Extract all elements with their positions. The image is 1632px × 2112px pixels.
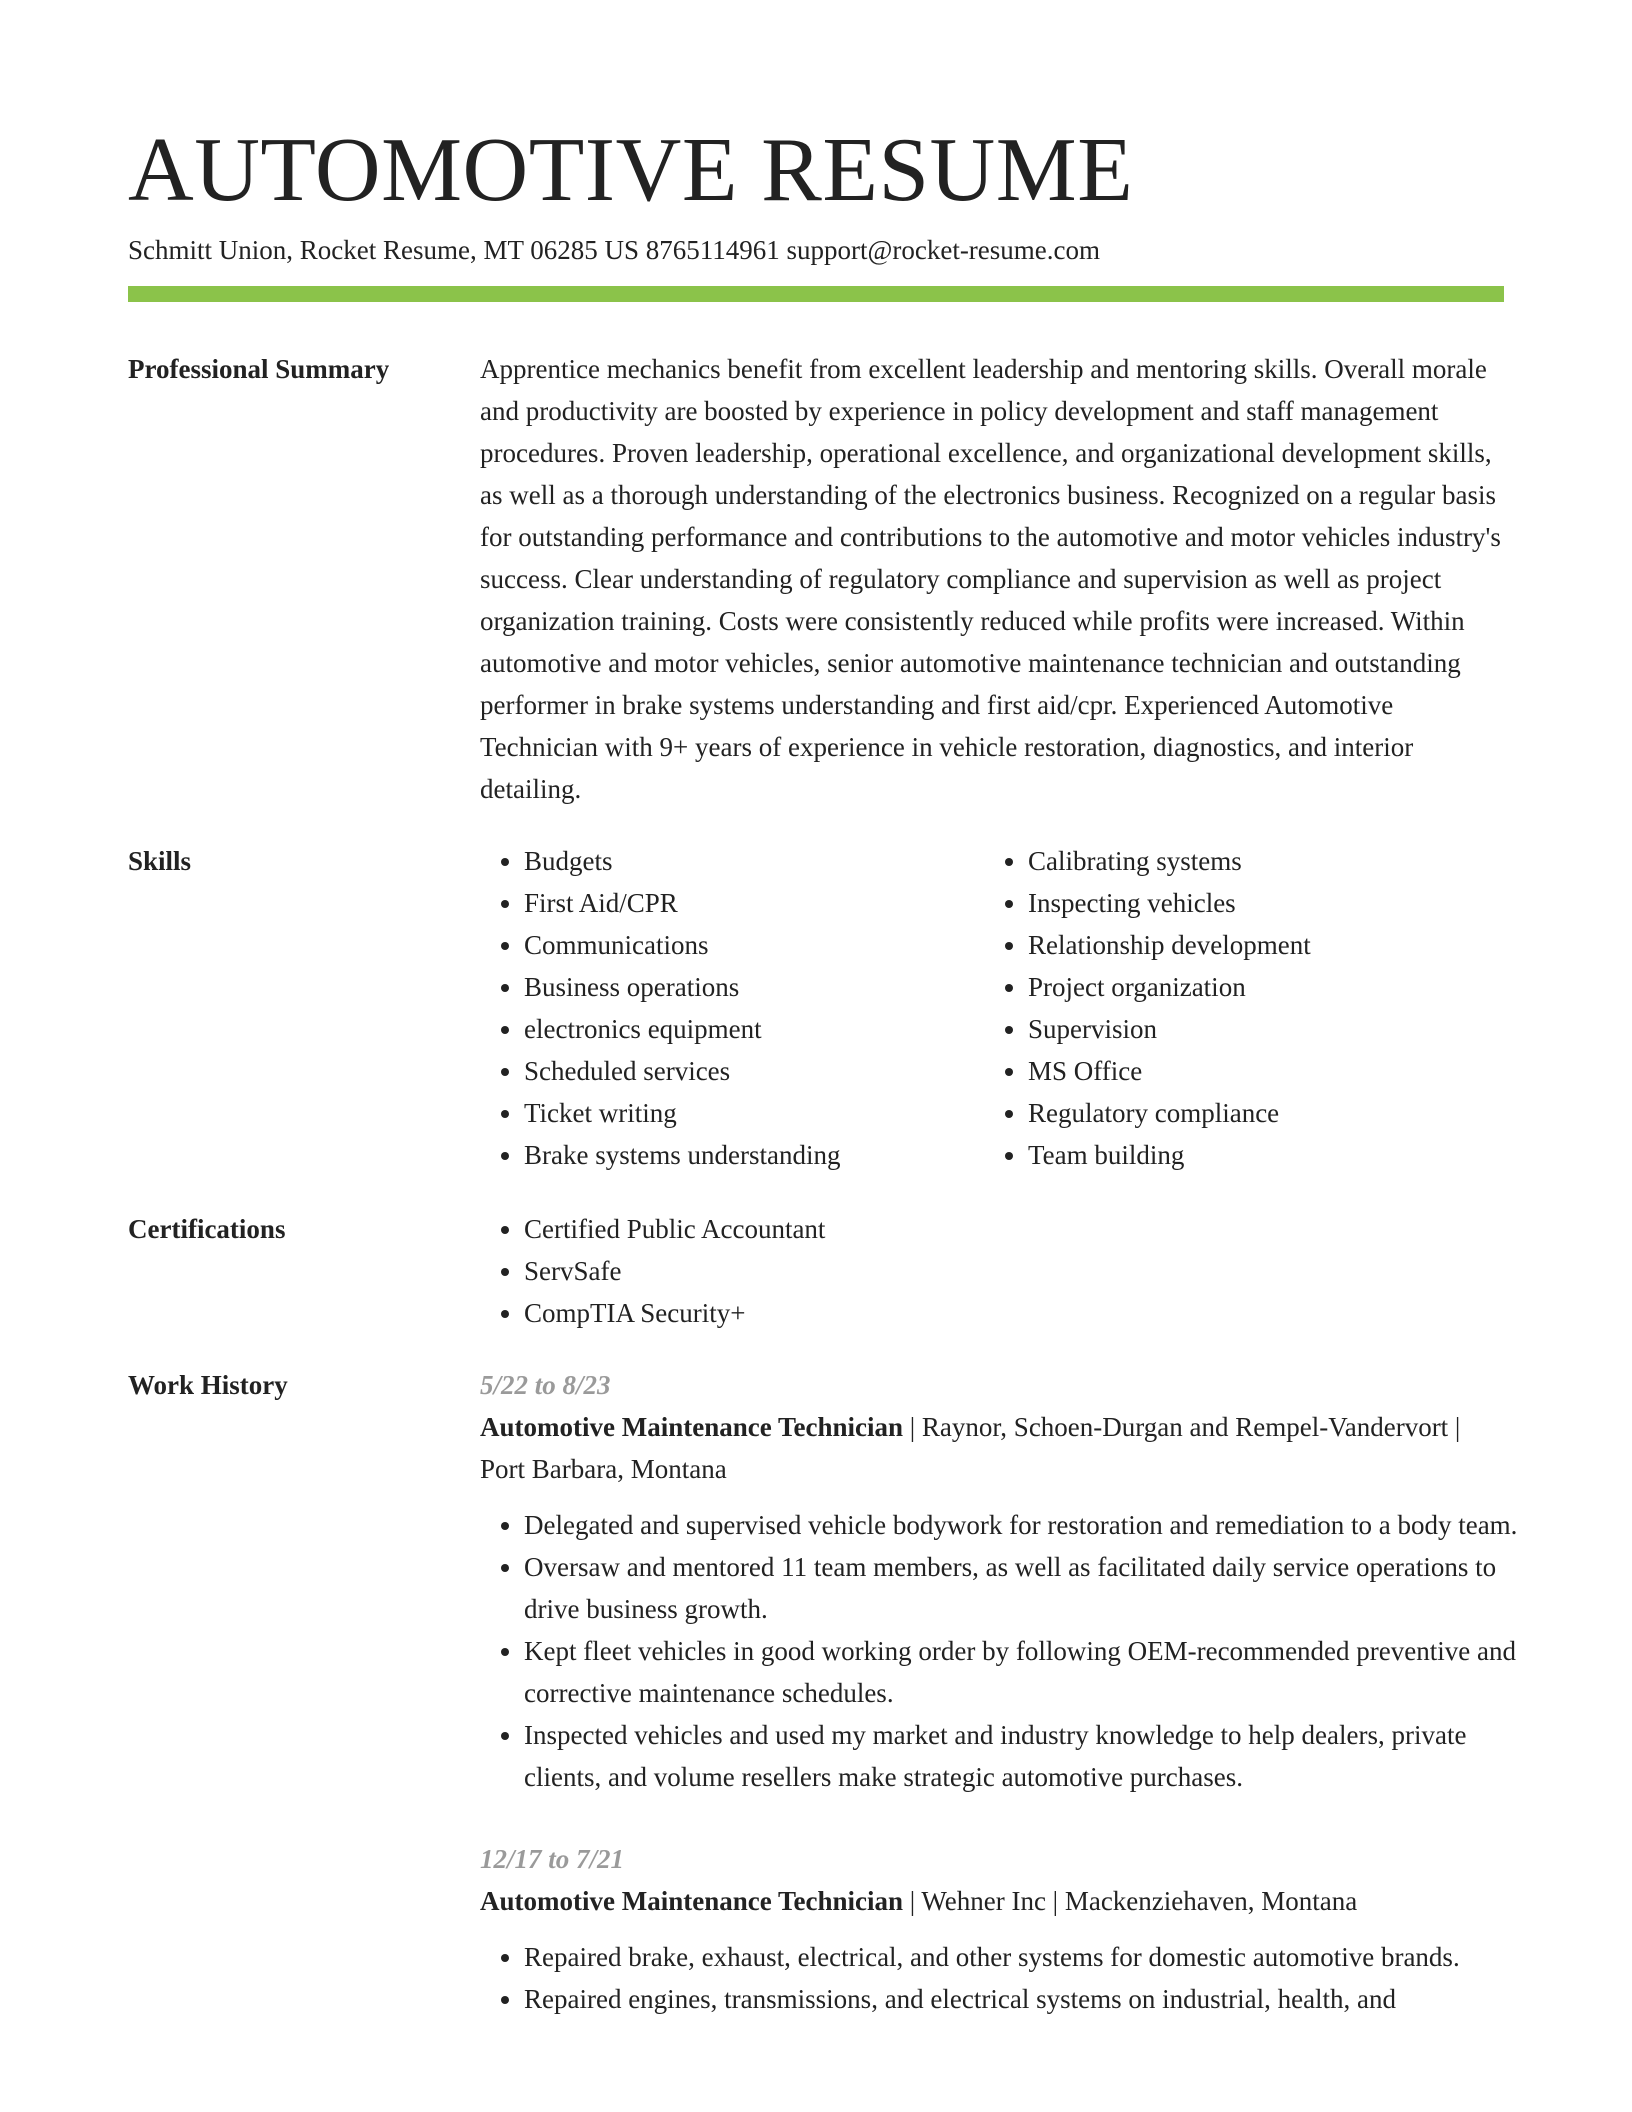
skills-list-left [480,840,984,1176]
job-bullet: • Repaired brake, exhaust, electrical, and other systems for domestic automotive brands. [524,1936,1534,1978]
job-bullet-list [480,1504,1534,1798]
job-entry [480,1364,1534,1798]
skill-item: • Team building [1028,1134,1488,1176]
certifications-list [480,1208,1504,1334]
job-bullet: • Oversaw and mentored 11 team members, as well as facilitated daily service operations to drive business growth. [524,1546,1534,1630]
skill-item: • First Aid/CPR [524,882,984,924]
skill-item: • Communications [524,924,984,966]
contact-line: Schmitt Union, Rocket Resume, MT 06285 US 8765114961 support@rocket-resume.com [128,235,1101,265]
skill-item: • Scheduled services [524,1050,984,1092]
section-label: Skills [128,846,192,876]
section-label: Certifications [128,1214,286,1244]
skills-list-right [984,840,1488,1176]
job-date: 5/22 to 8/23 [480,1370,611,1400]
skill-item: • electronics equipment [524,1008,984,1050]
job-title: Automotive Maintenance Technician [480,1412,903,1442]
certification-item: • Certified Public Accountant [524,1208,1504,1250]
job-date: 12/17 to 7/21 [480,1844,625,1874]
skill-item: • Inspecting vehicles [1028,882,1488,924]
skill-item: • Relationship development [1028,924,1488,966]
skill-item: • MS Office [1028,1050,1488,1092]
job-bullet-list [480,1936,1534,2020]
job-company-location: | Raynor, Schoen-Durgan and Rempel-Vandervort | Port Barbara, Montana [480,1412,1461,1484]
job-title: Automotive Maintenance Technician [480,1886,903,1916]
jobs-container [480,1364,1534,2020]
certification-item: • ServSafe [524,1250,1504,1292]
professional-summary-section [128,348,1504,810]
skill-item: • Brake systems understanding [524,1134,984,1176]
job-bullet: • Repaired engines, transmissions, and electrical systems on industrial, health, and [524,1978,1534,2020]
job-bullet: • Inspected vehicles and used my market and industry knowledge to help dealers, private clients, and volume resellers make strategic automotive purchases. [524,1714,1534,1798]
skill-item: • Supervision [1028,1008,1488,1050]
accent-divider [128,286,1504,302]
job-entry [480,1838,1534,2020]
resume-title: AUTOMOTIVE RESUME [128,119,1134,220]
job-bullet: • Kept fleet vehicles in good working order by following OEM-recommended preventive and corrective maintenance schedules. [524,1630,1534,1714]
skill-item: • Project organization [1028,966,1488,1008]
job-heading [480,1406,1490,1490]
job-bullet: • Delegated and supervised vehicle bodywork for restoration and remediation to a body team. [524,1504,1534,1546]
job-heading [480,1880,1490,1922]
certifications-section [128,1208,1504,1334]
section-label: Professional Summary [128,354,390,384]
skill-item: • Business operations [524,966,984,1008]
section-label: Work History [128,1370,288,1400]
certification-item: • CompTIA Security+ [524,1292,1504,1334]
skills-section [128,840,1504,1176]
skill-item: • Regulatory compliance [1028,1092,1488,1134]
skill-item: • Budgets [524,840,984,882]
skill-item: • Calibrating systems [1028,840,1488,882]
skill-item: • Ticket writing [524,1092,984,1134]
job-company-location: | Wehner Inc | Mackenziehaven, Montana [903,1886,1358,1916]
resume-page [128,118,1518,2020]
work-history-section [128,1364,1518,2020]
summary-text: Apprentice mechanics benefit from excellent leadership and mentoring skills. Overall morale and productivity are boosted by experience in policy development and staff management procedures. Proven leadership, operational excellence, and organizational development skills, as well as a thorough understanding of the electronics business. Recognized on a regular basis for outstanding performance and contributions to the automotive and motor vehicles industry's success. Clear understanding of regulatory compliance and supervision as well as project organization training. Costs were consistently reduced while profits were increased. Within automotive and motor vehicles, senior automotive maintenance technician and outstanding performer in brake systems understanding and first aid/cpr. Experienced Automotive Technician with 9+ years of experience in vehicle restoration, diagnostics, and interior detailing. [480,354,1501,804]
